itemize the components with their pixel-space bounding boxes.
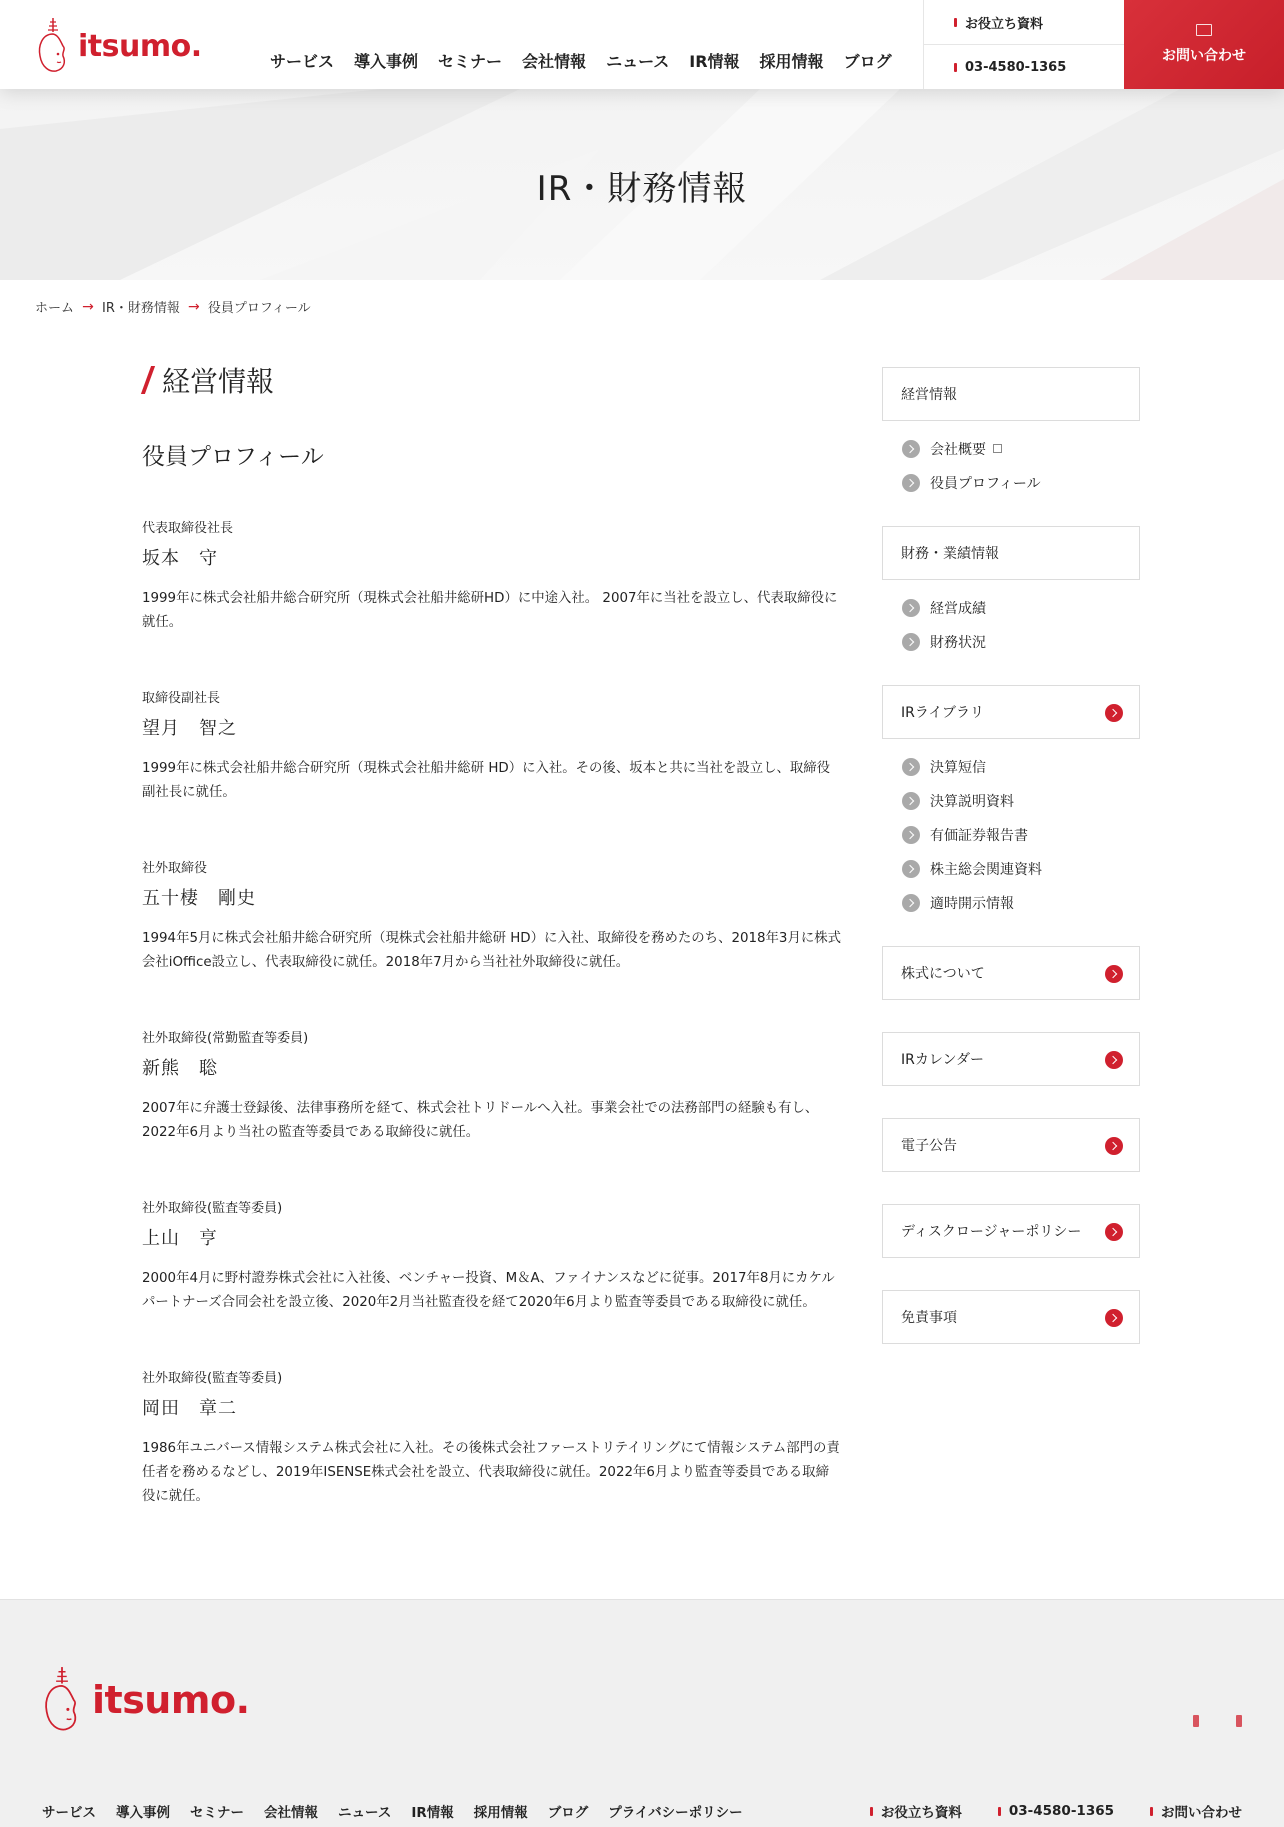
footer-contact-link[interactable] xyxy=(1150,1801,1242,1821)
nav-case-studies[interactable]: 導入事例 xyxy=(354,52,419,71)
hero-title: IR・財務情報 xyxy=(536,169,748,209)
profile-role: 取締役副社長 xyxy=(142,691,221,706)
sidebar-link-label: 会社概要 xyxy=(930,442,986,458)
document-icon xyxy=(870,1807,873,1816)
breadcrumb-ir[interactable]: IR・財務情報 xyxy=(102,301,180,316)
sidebar-link-earnings-report[interactable] xyxy=(902,757,986,777)
profile-bio: 2007年に弁護士登録後、法律事務所を経て、株式会社トリドールへ入社。事業会社での法務部門の経験も有し、2022年6月より当社の監査等委員である取締役に就任。 xyxy=(142,1101,819,1140)
breadcrumb-arrow-icon: → xyxy=(82,298,94,315)
footer-nav-services[interactable]: サービス xyxy=(42,1805,96,1821)
phone-icon xyxy=(954,63,957,72)
title-slash-accent xyxy=(141,366,155,394)
profile-role: 代表取締役社長 xyxy=(142,521,234,536)
sidebar-box-label: IRライブラリ xyxy=(901,705,985,721)
footer-nav-seminars[interactable]: セミナー xyxy=(190,1805,244,1821)
nav-seminars[interactable]: セミナー xyxy=(438,52,503,71)
footer-phone-link[interactable] xyxy=(998,1801,1114,1821)
footer-logo-text: itsumo. xyxy=(92,1678,250,1722)
sidebar-box-label: ディスクロージャーポリシー xyxy=(901,1224,1082,1240)
chevron-right-icon xyxy=(1105,704,1123,722)
profile-name: 五十棲 剛史 xyxy=(142,888,256,909)
sidebar-link-timely-disclosure[interactable] xyxy=(902,893,1014,913)
mascot-logo-icon xyxy=(42,1662,82,1738)
footer-nav xyxy=(42,1801,763,1821)
sidebar-box-label: IRカレンダー xyxy=(901,1052,984,1068)
footer-nav-privacy[interactable]: プライバシーポリシー xyxy=(608,1805,743,1821)
profile-bio: 1999年に株式会社船井総合研究所（現株式会社船井総研 HD）に入社。その後、坂本と共に当社を設立し、取締役副社長に就任。 xyxy=(142,761,831,800)
sidebar-link-securities-report[interactable] xyxy=(902,825,1028,845)
sidebar-box-ir-library[interactable] xyxy=(882,685,1140,739)
footer-utility xyxy=(834,1801,1242,1821)
profile-role: 社外取締役(監査等委員) xyxy=(142,1201,283,1216)
sidebar-link-results[interactable] xyxy=(902,598,986,618)
profile-name: 望月 智之 xyxy=(142,718,237,739)
mascot-logo-icon xyxy=(36,16,70,76)
twitter-icon[interactable] xyxy=(1236,1715,1242,1727)
profile-card xyxy=(142,517,842,635)
footer-nav-news[interactable]: ニュース xyxy=(338,1805,392,1821)
nav-recruit[interactable]: 採用情報 xyxy=(759,52,824,71)
sidebar-link-financial-position[interactable] xyxy=(902,632,986,652)
sidebar-box-disclosure-policy[interactable] xyxy=(882,1204,1140,1258)
chevron-right-icon xyxy=(902,758,920,776)
sidebar-box-label: 免責事項 xyxy=(901,1310,957,1326)
footer-nav-case-studies[interactable]: 導入事例 xyxy=(116,1805,170,1821)
main-content xyxy=(142,360,842,1504)
sidebar-box-electronic-notice[interactable] xyxy=(882,1118,1140,1172)
profile-role: 社外取締役(監査等委員) xyxy=(142,1371,283,1386)
nav-news[interactable]: ニュース xyxy=(606,52,670,71)
sidebar-link-label: 株主総会関連資料 xyxy=(930,862,1042,878)
sidebar-heading-management: 経営情報 xyxy=(882,367,1140,421)
breadcrumb xyxy=(35,297,311,316)
breadcrumb-home[interactable]: ホーム xyxy=(35,301,75,316)
site-header xyxy=(0,0,1284,89)
sidebar-link-label: 有価証券報告書 xyxy=(930,828,1028,844)
chevron-right-icon xyxy=(1105,1223,1123,1241)
profile-card xyxy=(142,1367,842,1509)
chevron-right-icon xyxy=(902,826,920,844)
document-icon xyxy=(954,18,957,27)
footer-resources-label: お役立ち資料 xyxy=(880,1805,962,1821)
sidebar-box-stock[interactable] xyxy=(882,946,1140,1000)
sidebar-link-earnings-presentation[interactable] xyxy=(902,791,1014,811)
profile-name: 上山 亨 xyxy=(142,1228,218,1249)
footer-phone-number: 03-4580-1365 xyxy=(1008,1803,1114,1819)
chevron-right-icon xyxy=(902,440,920,458)
footer-nav-company[interactable]: 会社情報 xyxy=(264,1805,318,1821)
section-title-text: 経営情報 xyxy=(162,365,275,398)
breadcrumb-current: 役員プロフィール xyxy=(207,301,311,316)
sidebar-heading-finance: 財務・業績情報 xyxy=(882,526,1140,580)
profile-card xyxy=(142,1027,842,1145)
global-nav xyxy=(270,49,912,72)
profile-card xyxy=(142,857,842,975)
site-footer xyxy=(0,1600,1284,1827)
header-utility xyxy=(923,0,1125,89)
chevron-right-icon xyxy=(902,860,920,878)
sidebar-link-label: 適時開示情報 xyxy=(930,896,1014,912)
profile-bio: 1986年ユニバース情報システム株式会社に入社。その後株式会社ファーストリテイリングにて情報システム部門の責任者を務めるなどし、2019年ISENSE株式会社を設立、代表取締役に就任。2022年6月より監査等委員である取締役に就任。 xyxy=(142,1441,840,1504)
nav-services[interactable]: サービス xyxy=(270,52,335,71)
sidebar-link-label: 経営成績 xyxy=(930,601,986,617)
chevron-right-icon xyxy=(1105,1309,1123,1327)
chevron-right-icon xyxy=(902,599,920,617)
sidebar-box-disclaimer[interactable] xyxy=(882,1290,1140,1344)
contact-label: お問い合わせ xyxy=(1162,48,1246,64)
resources-link[interactable] xyxy=(924,0,1125,44)
sidebar-link-label: 役員プロフィール xyxy=(930,476,1041,492)
profile-card xyxy=(142,687,842,805)
footer-contact-label: お問い合わせ xyxy=(1161,1805,1242,1821)
profile-card xyxy=(142,1197,842,1315)
profile-name: 岡田 章二 xyxy=(142,1398,237,1419)
phone-link[interactable] xyxy=(924,44,1125,89)
nav-blog[interactable]: ブログ xyxy=(843,52,892,71)
chevron-right-icon xyxy=(1105,1137,1123,1155)
sidebar-link-label: 財務状況 xyxy=(930,635,986,651)
sidebar-box-label: 電子公告 xyxy=(901,1138,957,1154)
footer-nav-ir[interactable]: IR情報 xyxy=(411,1805,454,1821)
chevron-right-icon xyxy=(902,633,920,651)
sidebar-box-ir-calendar[interactable] xyxy=(882,1032,1140,1086)
footer-nav-recruit[interactable]: 採用情報 xyxy=(473,1805,528,1821)
page-hero xyxy=(0,89,1284,280)
sidebar-box-label: 株式について xyxy=(901,966,985,982)
chevron-right-icon xyxy=(902,894,920,912)
profile-role: 社外取締役 xyxy=(142,861,208,876)
mail-icon xyxy=(1196,24,1212,36)
profile-bio: 2000年4月に野村證券株式会社に入社後、ベンチャー投資、M＆A、ファイナンスなどに従事。2017年8月にカケルパートナーズ合同会社を設立後、2020年2月当社監査役を経て2020年6月より監査等委員である取締役に就任。 xyxy=(142,1271,835,1310)
profile-bio: 1999年に株式会社船井総合研究所（現株式会社船井総研HD）に中途入社。 2007年に当社を設立し、代表取締役に就任。 xyxy=(142,591,838,630)
profile-bio: 1994年5月に株式会社船井総合研究所（現株式会社船井総研 HD）に入社、取締役を務めたのち、2018年3月に株式会社iOffice設立し、代表取締役に就任。2018年7月から当社社外取締役に就任。 xyxy=(142,931,842,970)
chevron-right-icon xyxy=(902,474,920,492)
sidebar-link-label: 決算説明資料 xyxy=(930,794,1014,810)
resources-label: お役立ち資料 xyxy=(965,16,1044,32)
logo-link[interactable] xyxy=(36,14,206,78)
profile-name: 坂本 守 xyxy=(142,548,218,569)
sidebar-link-company-overview[interactable] xyxy=(902,439,1002,459)
contact-button[interactable] xyxy=(1124,0,1284,89)
footer-resources-link[interactable] xyxy=(870,1801,962,1821)
section-title xyxy=(142,360,842,400)
facebook-icon[interactable] xyxy=(1193,1715,1199,1727)
chevron-right-icon xyxy=(902,792,920,810)
footer-nav-blog[interactable]: ブログ xyxy=(547,1805,589,1821)
nav-ir[interactable]: IR情報 xyxy=(689,52,740,71)
page-title: 役員プロフィール xyxy=(142,444,324,470)
chevron-right-icon xyxy=(1105,1051,1123,1069)
logo-text: itsumo. xyxy=(78,28,202,64)
phone-icon xyxy=(998,1807,1001,1816)
nav-company[interactable]: 会社情報 xyxy=(522,52,587,71)
sidebar-link-shareholder-meeting[interactable] xyxy=(902,859,1042,879)
footer-logo-link[interactable] xyxy=(42,1662,250,1738)
phone-number: 03-4580-1365 xyxy=(965,59,1067,75)
sidebar-link-officer-profile[interactable] xyxy=(902,473,1041,493)
external-link-icon xyxy=(993,444,1002,453)
breadcrumb-arrow-icon: → xyxy=(188,298,200,315)
profile-role: 社外取締役(常勤監査等委員) xyxy=(142,1031,309,1046)
chevron-right-icon xyxy=(1105,965,1123,983)
mail-icon xyxy=(1150,1807,1153,1816)
sidebar-link-label: 決算短信 xyxy=(930,760,986,776)
profile-name: 新熊 聡 xyxy=(142,1058,218,1079)
